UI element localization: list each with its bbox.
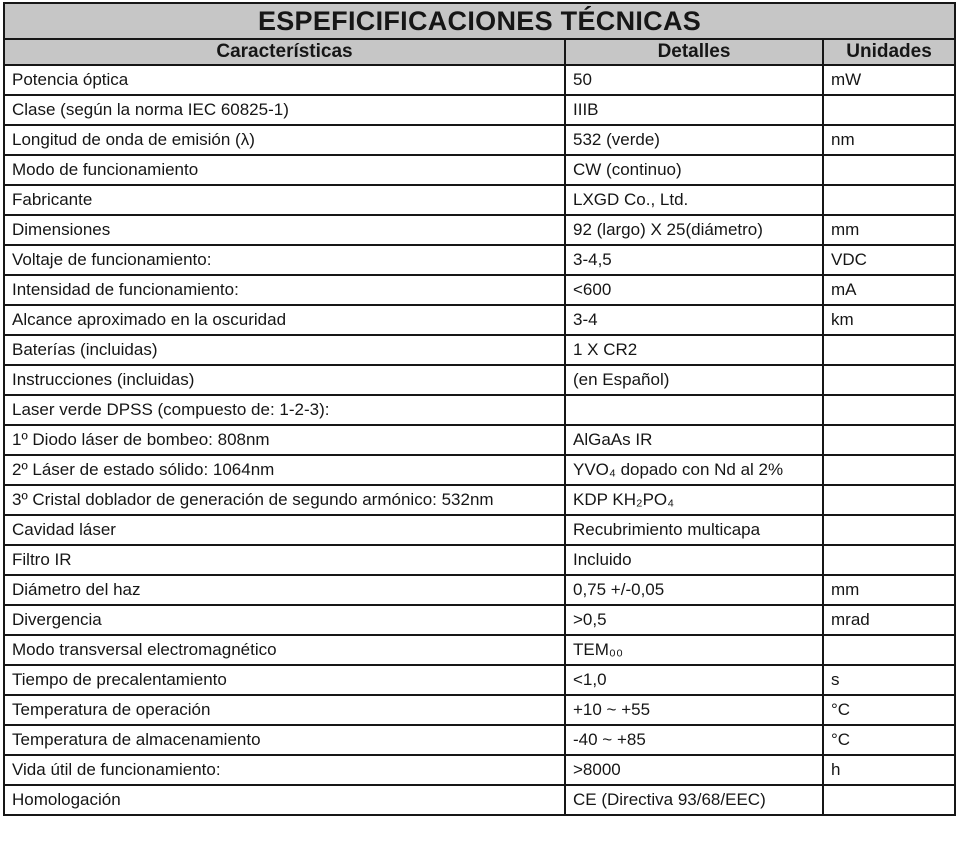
cell-caracteristica: 1º Diodo láser de bombeo: 808nm bbox=[4, 425, 565, 455]
cell-detalle: 1 X CR2 bbox=[565, 335, 823, 365]
cell-unidad bbox=[823, 95, 955, 125]
table-title: ESPEFICIFICACIONES TÉCNICAS bbox=[4, 3, 955, 39]
cell-detalle: +10 ~ +55 bbox=[565, 695, 823, 725]
cell-unidad: mrad bbox=[823, 605, 955, 635]
cell-caracteristica: Temperatura de operación bbox=[4, 695, 565, 725]
cell-unidad: mm bbox=[823, 575, 955, 605]
cell-caracteristica: Filtro IR bbox=[4, 545, 565, 575]
cell-caracteristica: Clase (según la norma IEC 60825-1) bbox=[4, 95, 565, 125]
cell-detalle: CW (continuo) bbox=[565, 155, 823, 185]
table-row bbox=[4, 515, 955, 545]
cell-unidad: VDC bbox=[823, 245, 955, 275]
cell-caracteristica: Fabricante bbox=[4, 185, 565, 215]
cell-caracteristica: Dimensiones bbox=[4, 215, 565, 245]
column-header-unidades: Unidades bbox=[823, 39, 955, 65]
table-row bbox=[4, 725, 955, 755]
cell-caracteristica: Alcance aproximado en la oscuridad bbox=[4, 305, 565, 335]
table-row bbox=[4, 605, 955, 635]
column-header-caracteristicas: Características bbox=[4, 39, 565, 65]
cell-detalle: Recubrimiento multicapa bbox=[565, 515, 823, 545]
cell-unidad bbox=[823, 155, 955, 185]
cell-caracteristica: Instrucciones (incluidas) bbox=[4, 365, 565, 395]
cell-detalle: TEM₀₀ bbox=[565, 635, 823, 665]
cell-detalle: 3-4,5 bbox=[565, 245, 823, 275]
table-row bbox=[4, 695, 955, 725]
cell-caracteristica: Temperatura de almacenamiento bbox=[4, 725, 565, 755]
cell-unidad: mm bbox=[823, 215, 955, 245]
cell-caracteristica: 3º Cristal doblador de generación de segundo armónico: 532nm bbox=[4, 485, 565, 515]
title-row bbox=[4, 3, 955, 39]
cell-unidad: s bbox=[823, 665, 955, 695]
cell-caracteristica: Modo transversal electromagnético bbox=[4, 635, 565, 665]
cell-detalle: 3-4 bbox=[565, 305, 823, 335]
table-row bbox=[4, 425, 955, 455]
table-row bbox=[4, 365, 955, 395]
cell-detalle: LXGD Co., Ltd. bbox=[565, 185, 823, 215]
cell-unidad bbox=[823, 515, 955, 545]
table-row bbox=[4, 455, 955, 485]
table-row bbox=[4, 185, 955, 215]
table-row bbox=[4, 485, 955, 515]
table-row bbox=[4, 215, 955, 245]
cell-unidad bbox=[823, 455, 955, 485]
table-row bbox=[4, 755, 955, 785]
cell-unidad bbox=[823, 485, 955, 515]
cell-detalle: 92 (largo) X 25(diámetro) bbox=[565, 215, 823, 245]
cell-caracteristica: Intensidad de funcionamiento: bbox=[4, 275, 565, 305]
table-row bbox=[4, 305, 955, 335]
cell-unidad bbox=[823, 635, 955, 665]
cell-unidad: mA bbox=[823, 275, 955, 305]
cell-unidad: °C bbox=[823, 695, 955, 725]
cell-detalle: YVO₄ dopado con Nd al 2% bbox=[565, 455, 823, 485]
cell-detalle: (en Español) bbox=[565, 365, 823, 395]
table-row bbox=[4, 785, 955, 815]
cell-detalle: >0,5 bbox=[565, 605, 823, 635]
cell-detalle: CE (Directiva 93/68/EEC) bbox=[565, 785, 823, 815]
table-row bbox=[4, 65, 955, 95]
cell-unidad: °C bbox=[823, 725, 955, 755]
table-row bbox=[4, 335, 955, 365]
cell-detalle bbox=[565, 395, 823, 425]
table-row bbox=[4, 545, 955, 575]
cell-unidad: nm bbox=[823, 125, 955, 155]
column-header-detalles: Detalles bbox=[565, 39, 823, 65]
table-row bbox=[4, 635, 955, 665]
cell-caracteristica: Laser verde DPSS (compuesto de: 1-2-3): bbox=[4, 395, 565, 425]
cell-caracteristica: Tiempo de precalentamiento bbox=[4, 665, 565, 695]
cell-unidad bbox=[823, 335, 955, 365]
cell-detalle: AlGaAs IR bbox=[565, 425, 823, 455]
cell-unidad: mW bbox=[823, 65, 955, 95]
header-row bbox=[4, 39, 955, 65]
cell-caracteristica: Potencia óptica bbox=[4, 65, 565, 95]
cell-caracteristica: Longitud de onda de emisión (λ) bbox=[4, 125, 565, 155]
table-row bbox=[4, 395, 955, 425]
cell-unidad bbox=[823, 185, 955, 215]
table-row bbox=[4, 665, 955, 695]
cell-detalle: <600 bbox=[565, 275, 823, 305]
cell-caracteristica: 2º Láser de estado sólido: 1064nm bbox=[4, 455, 565, 485]
cell-caracteristica: Cavidad láser bbox=[4, 515, 565, 545]
table-row bbox=[4, 95, 955, 125]
cell-unidad bbox=[823, 545, 955, 575]
cell-unidad bbox=[823, 395, 955, 425]
cell-unidad bbox=[823, 365, 955, 395]
cell-detalle: 532 (verde) bbox=[565, 125, 823, 155]
cell-caracteristica: Modo de funcionamiento bbox=[4, 155, 565, 185]
cell-detalle: Incluido bbox=[565, 545, 823, 575]
cell-detalle: <1,0 bbox=[565, 665, 823, 695]
specs-table bbox=[3, 2, 956, 816]
cell-detalle: IIIB bbox=[565, 95, 823, 125]
cell-detalle: >8000 bbox=[565, 755, 823, 785]
cell-caracteristica: Homologación bbox=[4, 785, 565, 815]
cell-detalle: -40 ~ +85 bbox=[565, 725, 823, 755]
table-row bbox=[4, 575, 955, 605]
table-row bbox=[4, 125, 955, 155]
cell-unidad bbox=[823, 785, 955, 815]
cell-detalle: KDP KH₂PO₄ bbox=[565, 485, 823, 515]
cell-unidad: km bbox=[823, 305, 955, 335]
cell-detalle: 0,75 +/-0,05 bbox=[565, 575, 823, 605]
cell-unidad bbox=[823, 425, 955, 455]
cell-caracteristica: Divergencia bbox=[4, 605, 565, 635]
table-row bbox=[4, 155, 955, 185]
table-row bbox=[4, 245, 955, 275]
cell-unidad: h bbox=[823, 755, 955, 785]
cell-detalle: 50 bbox=[565, 65, 823, 95]
cell-caracteristica: Vida útil de funcionamiento: bbox=[4, 755, 565, 785]
cell-caracteristica: Diámetro del haz bbox=[4, 575, 565, 605]
cell-caracteristica: Baterías (incluidas) bbox=[4, 335, 565, 365]
cell-caracteristica: Voltaje de funcionamiento: bbox=[4, 245, 565, 275]
table-row bbox=[4, 275, 955, 305]
